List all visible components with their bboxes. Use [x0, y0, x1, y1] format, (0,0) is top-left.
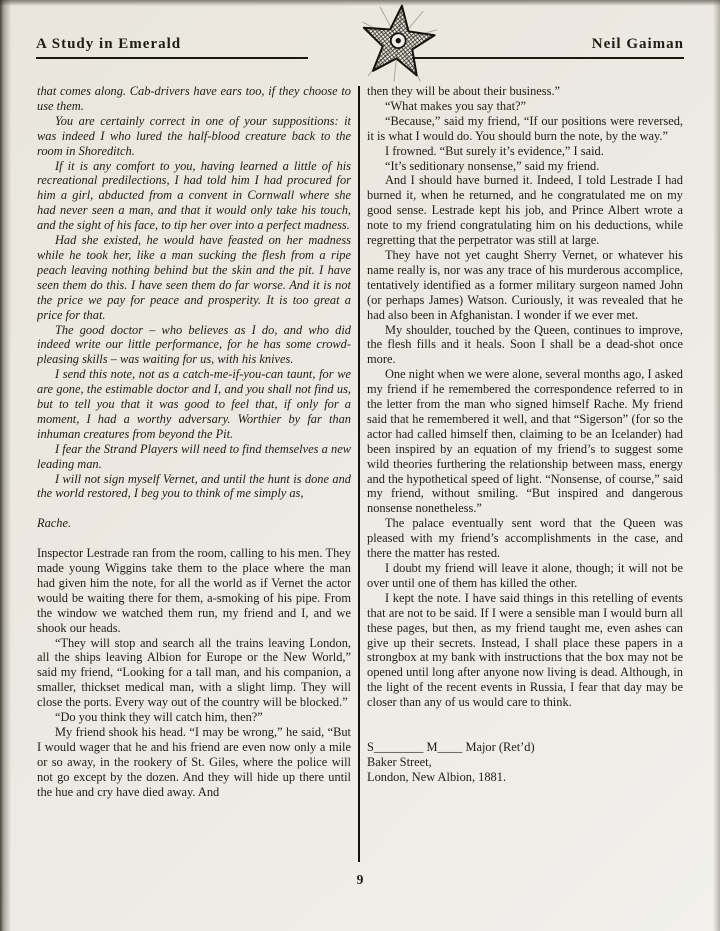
page-number: 9: [356, 872, 364, 887]
narrative-paragraph: I doubt my friend will leave it alone, though; it will not be over until one of them has killed the other.: [367, 561, 683, 590]
star-eye-emblem-icon: [324, 4, 472, 82]
running-author: Neil Gaiman: [591, 36, 684, 52]
narrative-paragraph: “Do you think they will catch him, then?”: [54, 710, 263, 725]
letter-paragraph: If it is any comfort to you, having learned a little of his recreational predilections, I had told him I had procured for him a girl, abducted from a convent in Cornwall where she had never seen a man, and that it would only take his touch, and the sight of his face, to tip her over into a perfect madness.: [37, 158, 351, 233]
narrative-paragraph: I kept the note. I have said things in this retelling of events that are not to be said. If I were a sensible man I would burn all these pages, but then, as my friend taught me, even ashes can give up their secrets. Instead, I shall place these papers in a strongbox at my bank with instructions that the box may not be opened until long after anyone now living is dead. Although, in the light of the recent events in Russia, I fear that day may be closer than any of us would care to think.: [367, 590, 683, 710]
signature-line: London, New Albion, 1881.: [367, 769, 507, 784]
running-title: A Study in Emerald: [36, 36, 182, 52]
text-columns: [37, 84, 685, 870]
signature-line: S________ M____ Major (Ret’d): [367, 739, 535, 754]
narrative-paragraph: The palace eventually sent word that the Queen was pleased with my friend’s accomplishments in the case, and there the matter has rested.: [367, 516, 683, 561]
narrative-text-continued: [367, 84, 683, 710]
narrative-paragraph: “What makes you say that?”: [384, 98, 527, 113]
right-column: [367, 84, 683, 870]
letter-paragraph: You are certainly correct in one of your suppositions: it was indeed I who lured the half-blood creature back to the room in Shoreditch.: [37, 113, 351, 158]
narrative-paragraph: “It’s seditionary nonsense,” said my friend.: [384, 158, 600, 173]
narrative-paragraph: One night when we were alone, several months ago, I asked my friend if he remembered the correspondence referred to in the letter from the man who signed himself Rache. My friend said that he remembered it well, and that “Sigerson” (for so the actor had called himself then, claiming to be an Icelander) had been inspired by an equation of my friend’s to suggest some wild theories furthering the relationship between mass, energy and the hypothetical speed of light. “Nonsense, of course,” said my friend, without smiling. “But inspired and dangerous nonsense nonetheless.”: [367, 367, 683, 516]
letter-paragraph: I send this note, not as a catch-me-if-you-can taunt, for we are gone, the estimable doctor and I, and you shall not find us, but to tell you that it was good to feel that, if only for a moment, I had a worthy adversary. Worthier by far than inhuman creatures from beyond the Pit.: [37, 367, 351, 441]
letter-paragraph: I fear the Strand Players will need to find themselves a new leading man.: [37, 441, 351, 471]
letter-paragraph: I will not sign myself Vernet, and until the hunt is done and the world restored, I beg you to think of me simply as,: [37, 471, 351, 501]
header-rule-left: [36, 57, 308, 59]
letter-paragraph: Had she existed, he would have feasted on her madness while he took her, like a man sucking the flesh from a ripe peach leaving nothing behind but the skin and the pit. I have seen them do this. I have seen them do far worse. And it is not the price we pay for peace and prosperity. It is too great a price for that.: [37, 233, 351, 322]
narrative-text: [37, 546, 351, 799]
page-edge-shadow-right: [713, 0, 720, 931]
signature-block: [367, 740, 683, 785]
left-column: [37, 84, 351, 870]
signature-line: Baker Street,: [367, 754, 432, 769]
narrative-paragraph: My shoulder, touched by the Queen, continues to improve, the flesh fills and it heals. Soon I shall be a dead-shot once more.: [367, 322, 683, 367]
narrative-paragraph: They have not yet caught Sherry Vernet, or whatever his name really is, nor was any trace of his murderous accomplice, tentatively identified as a former military surgeon named John (or perhaps James) Watson. Curiously, it was revealed that he had also been in Afghanistan. I wonder if we ever met.: [367, 247, 683, 322]
narrative-paragraph: My friend shook his head. “I may be wrong,” he said, “But I would wager that he and his friend are even now only a mile or so away, in the rookery of St. Giles, where the police will not go except by the dozen. And they will hide up there until the hue and cry have died away. And: [37, 724, 351, 799]
page-header: [36, 36, 684, 62]
letter-paragraph: that comes along. Cab-drivers have ears too, if they choose to use them.: [37, 84, 351, 113]
letter-paragraph: The good doctor – who believes as I do, and who did indeed write our little performance, for he has some crowd-pleasing skills – was waiting for us, with his knives.: [37, 322, 351, 367]
narrative-paragraph: “Because,” said my friend, “If our positions were reversed, it is what I would do. You should burn the note, by the way.”: [367, 113, 683, 143]
page-edge-shadow-left: [0, 0, 11, 931]
column-divider: [358, 86, 360, 862]
narrative-paragraph: I frowned. “But surely it’s evidence,” I said.: [384, 143, 604, 158]
narrative-paragraph: Inspector Lestrade ran from the room, calling to his men. They made young Wiggins take them to the place where the man had given him the note, for all the world as if Vernet the actor would be waiting there for them, a-smoking of his pipe. From the window we watched them run, my friend and I, and we shook our heads.: [37, 546, 351, 635]
narrative-paragraph: “They will stop and search all the trains leaving London, all the ships leaving Albion for Europe or the New World,” said my friend, “Looking for a tall man, and his companion, a smaller, thickset medical man, with a slight limp. They will close the ports. Every way out of the country will be blocked.”: [37, 635, 351, 710]
letter-text: [37, 84, 351, 501]
narrative-paragraph: then they will be about their business.”: [367, 84, 561, 98]
letter-signature: Rache.: [37, 516, 72, 531]
narrative-paragraph: And I should have burned it. Indeed, I told Lestrade I had burned it, when he returned, and he congratulated me on my good sense. Lestrade kept his job, and Prince Albert wrote a note to my friend congratulating him on his deductions, while regretting that the perpetrator was still at large.: [367, 173, 683, 248]
